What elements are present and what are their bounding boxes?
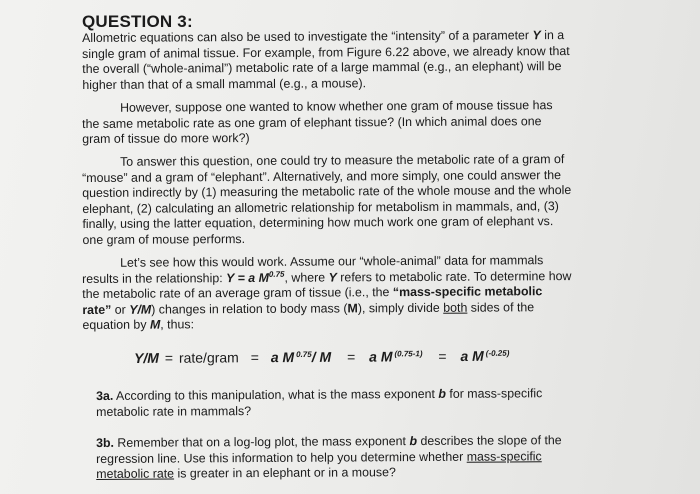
- q3a-text-c: for mass-specific metabolic rate in mammals?: [96, 386, 543, 419]
- equation-line: [134, 348, 509, 366]
- eq-sign-2: =: [250, 349, 259, 366]
- p1-var-y: Y: [532, 28, 541, 43]
- eq-sign-3: =: [347, 348, 356, 365]
- p4-formula: Y = a M: [226, 270, 269, 285]
- eq-lhs: Y/M: [134, 349, 159, 366]
- p4-text-b: , where: [284, 270, 329, 285]
- p4-both-underlined: both: [443, 300, 468, 315]
- question-title: QUESTION 3:: [82, 12, 193, 31]
- eq-term-1-exponent: 0.75: [296, 349, 312, 360]
- paragraph-intro: [82, 28, 572, 93]
- q3a-text-a: According to this manipulation, what is the mass exponent: [113, 386, 439, 403]
- eq-rate: rate/gram: [178, 349, 239, 366]
- p4-var-y: Y: [328, 270, 337, 285]
- paragraph-answer: To answer this question, one could try to measure the metabolic rate of a gram of “mouse” and a gram of “elephant”. Alternatively, and more simply, one could answer the question indirectly by (1) measuring the metabolic rate of the whole mouse and the whole elephant, (2) calculating an allometric relationship for metabolism in mammals, and, (3) finally, using the latter equation, determining how much work one gram of elephant vs. one gram of mouse performs.: [82, 152, 572, 247]
- q3b-text-d: is greater in an elephant or in a mouse?: [174, 465, 396, 481]
- p4-mass-specific-term: “mass-specific metabolic rate”: [82, 284, 543, 317]
- paragraph-example: [82, 253, 572, 334]
- eq-term-2: a M: [369, 348, 393, 365]
- p4-var-m2: M: [149, 317, 161, 332]
- q3a-number: 3a.: [96, 388, 114, 403]
- p4-text-c: refers to metabolic rate. To determine how the metabolic rate of an average gram of tissue (i.e., the: [82, 268, 572, 302]
- paragraph-however: However, suppose one wanted to know whether one gram of mouse tissue has the same metabolic rate as one gram of elephant tissue? (In which animal does one gram of tissue do more work?): [82, 98, 553, 147]
- p4-text-e: ) changes in relation to body mass (: [151, 301, 348, 317]
- eq-term-1-divisor: / M: [311, 348, 332, 365]
- eq-term-2-exponent: (0.75-1): [394, 349, 423, 359]
- p4-text-a: Let’s see how this would work. Assume our “whole-animal” data for mammals results in the relationship:: [82, 253, 544, 286]
- p4-text-h: , thus:: [160, 317, 195, 332]
- p4-text-g: sides of the equation by: [82, 300, 535, 333]
- q3b-text-a: Remember that on a log-log plot, the mass exponent: [113, 434, 410, 450]
- q3a-var-b: b: [438, 386, 446, 401]
- p4-var-ym: Y/M: [129, 302, 152, 317]
- q3b-text-c: describes the slope of the regression line. Use this information to help you determine whether: [96, 433, 562, 466]
- question-3b: [96, 433, 566, 483]
- eq-sign-1: =: [164, 349, 174, 366]
- p4-formula-exponent: 0.75: [268, 269, 285, 279]
- p4-var-m: M: [347, 301, 358, 316]
- p1-text-a: Allometric equations can also be used to investigate the “intensity” of a parameter: [82, 28, 533, 45]
- eq-term-3-exponent: (-0.25): [485, 348, 510, 358]
- q3b-number: 3b.: [96, 435, 114, 450]
- q3b-var-b: b: [409, 434, 418, 449]
- p4-text-f: ), simply divide: [357, 300, 444, 316]
- eq-term-1: a M: [270, 349, 295, 366]
- q3b-underlined-term: mass-specific metabolic rate: [96, 448, 542, 482]
- p4-text-d: or: [111, 302, 130, 317]
- question-3a: [96, 386, 566, 420]
- eq-sign-4: =: [438, 348, 447, 365]
- eq-term-3: a M: [460, 347, 484, 365]
- p1-text-b: in a single gram of animal tissue. For example, from Figure 6.22 above, we already know that the overall (“whole-animal”) metabolic rate of a large mammal (e.g., an elephant) will be higher than that of a small mammal (e.g., a mouse).: [82, 28, 570, 92]
